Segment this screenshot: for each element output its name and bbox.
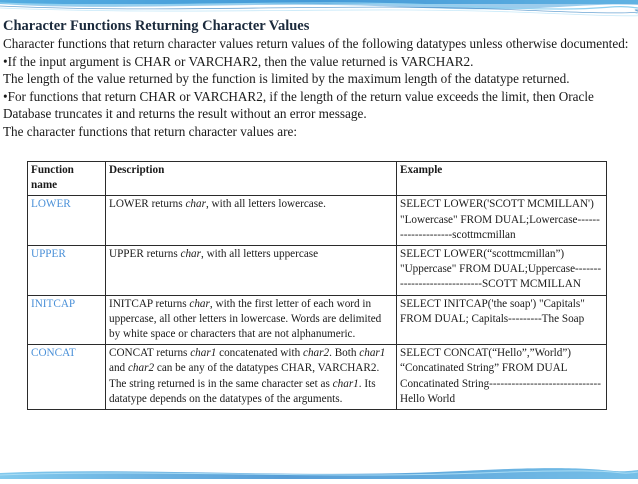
header-description: Description: [106, 162, 397, 196]
bullet-input-argument: •If the input argument is CHAR or VARCHAR2, then the value returned is VARCHAR2.: [3, 53, 474, 69]
table-row: [28, 345, 607, 410]
function-link-concat[interactable]: CONCAT: [31, 347, 76, 360]
description-cell: INITCAP returns char, with the first letter of each word in uppercase, all other letters in lowercase. Words are delimited by white space or characters that are not alphanumeric.: [106, 295, 397, 345]
decorative-header-band: [0, 0, 638, 18]
function-link-lower[interactable]: LOWER: [31, 198, 71, 211]
description-cell: LOWER returns char, with all letters lowercase.: [106, 196, 397, 246]
header-function-name: Function name: [28, 162, 106, 196]
example-cell: SELECT INITCAP('the soap') "Capitals" FROM DUAL; Capitals---------The Soap: [397, 295, 607, 345]
decorative-footer-band: [0, 466, 638, 478]
header-example: Example: [397, 162, 607, 196]
list-intro-paragraph: The character functions that return character values are:: [3, 123, 297, 139]
intro-paragraph: Character functions that return character values return values of the following datatypes unless otherwise documented:: [3, 36, 629, 51]
table-header-row: [28, 162, 607, 196]
length-limit-paragraph: The length of the value returned by the function is limited by the maximum length of the datatype returned.: [3, 71, 570, 87]
slide-title: Character Functions Returning Character Values: [3, 18, 310, 34]
example-cell: SELECT LOWER('SCOTT MCMILLAN') "Lowercase" FROM DUAL;Lowercase--------------------scottmcmillan: [397, 196, 607, 246]
example-cell: SELECT LOWER(“scottmcmillan”) "Uppercase" FROM DUAL;Uppercase-----------------------------SCOTT MCMILLAN: [397, 246, 607, 296]
character-functions-table: [27, 161, 607, 410]
table-row: [28, 196, 607, 246]
table-row: [28, 295, 607, 345]
example-cell: SELECT CONCAT(“Hello”,”World”) “Concatinated String” FROM DUAL Concatinated String------------------------------Hello World: [397, 345, 607, 410]
function-link-initcap[interactable]: INITCAP: [31, 297, 76, 310]
description-cell: UPPER returns char, with all letters uppercase: [106, 246, 397, 296]
bullet-truncation: •For functions that return CHAR or VARCHAR2, if the length of the return value exceeds the limit, then Oracle Database truncates it and returns the result without an error message.: [3, 88, 594, 122]
function-link-upper[interactable]: UPPER: [31, 248, 66, 261]
table-row: [28, 246, 607, 296]
description-cell: CONCAT returns char1 concatenated with char2. Both char1 and char2 can be any of the datatypes CHAR, VARCHAR2. The string returned is in the same character set as char1. Its datatype depends on the datatypes of the arguments.: [106, 345, 397, 410]
